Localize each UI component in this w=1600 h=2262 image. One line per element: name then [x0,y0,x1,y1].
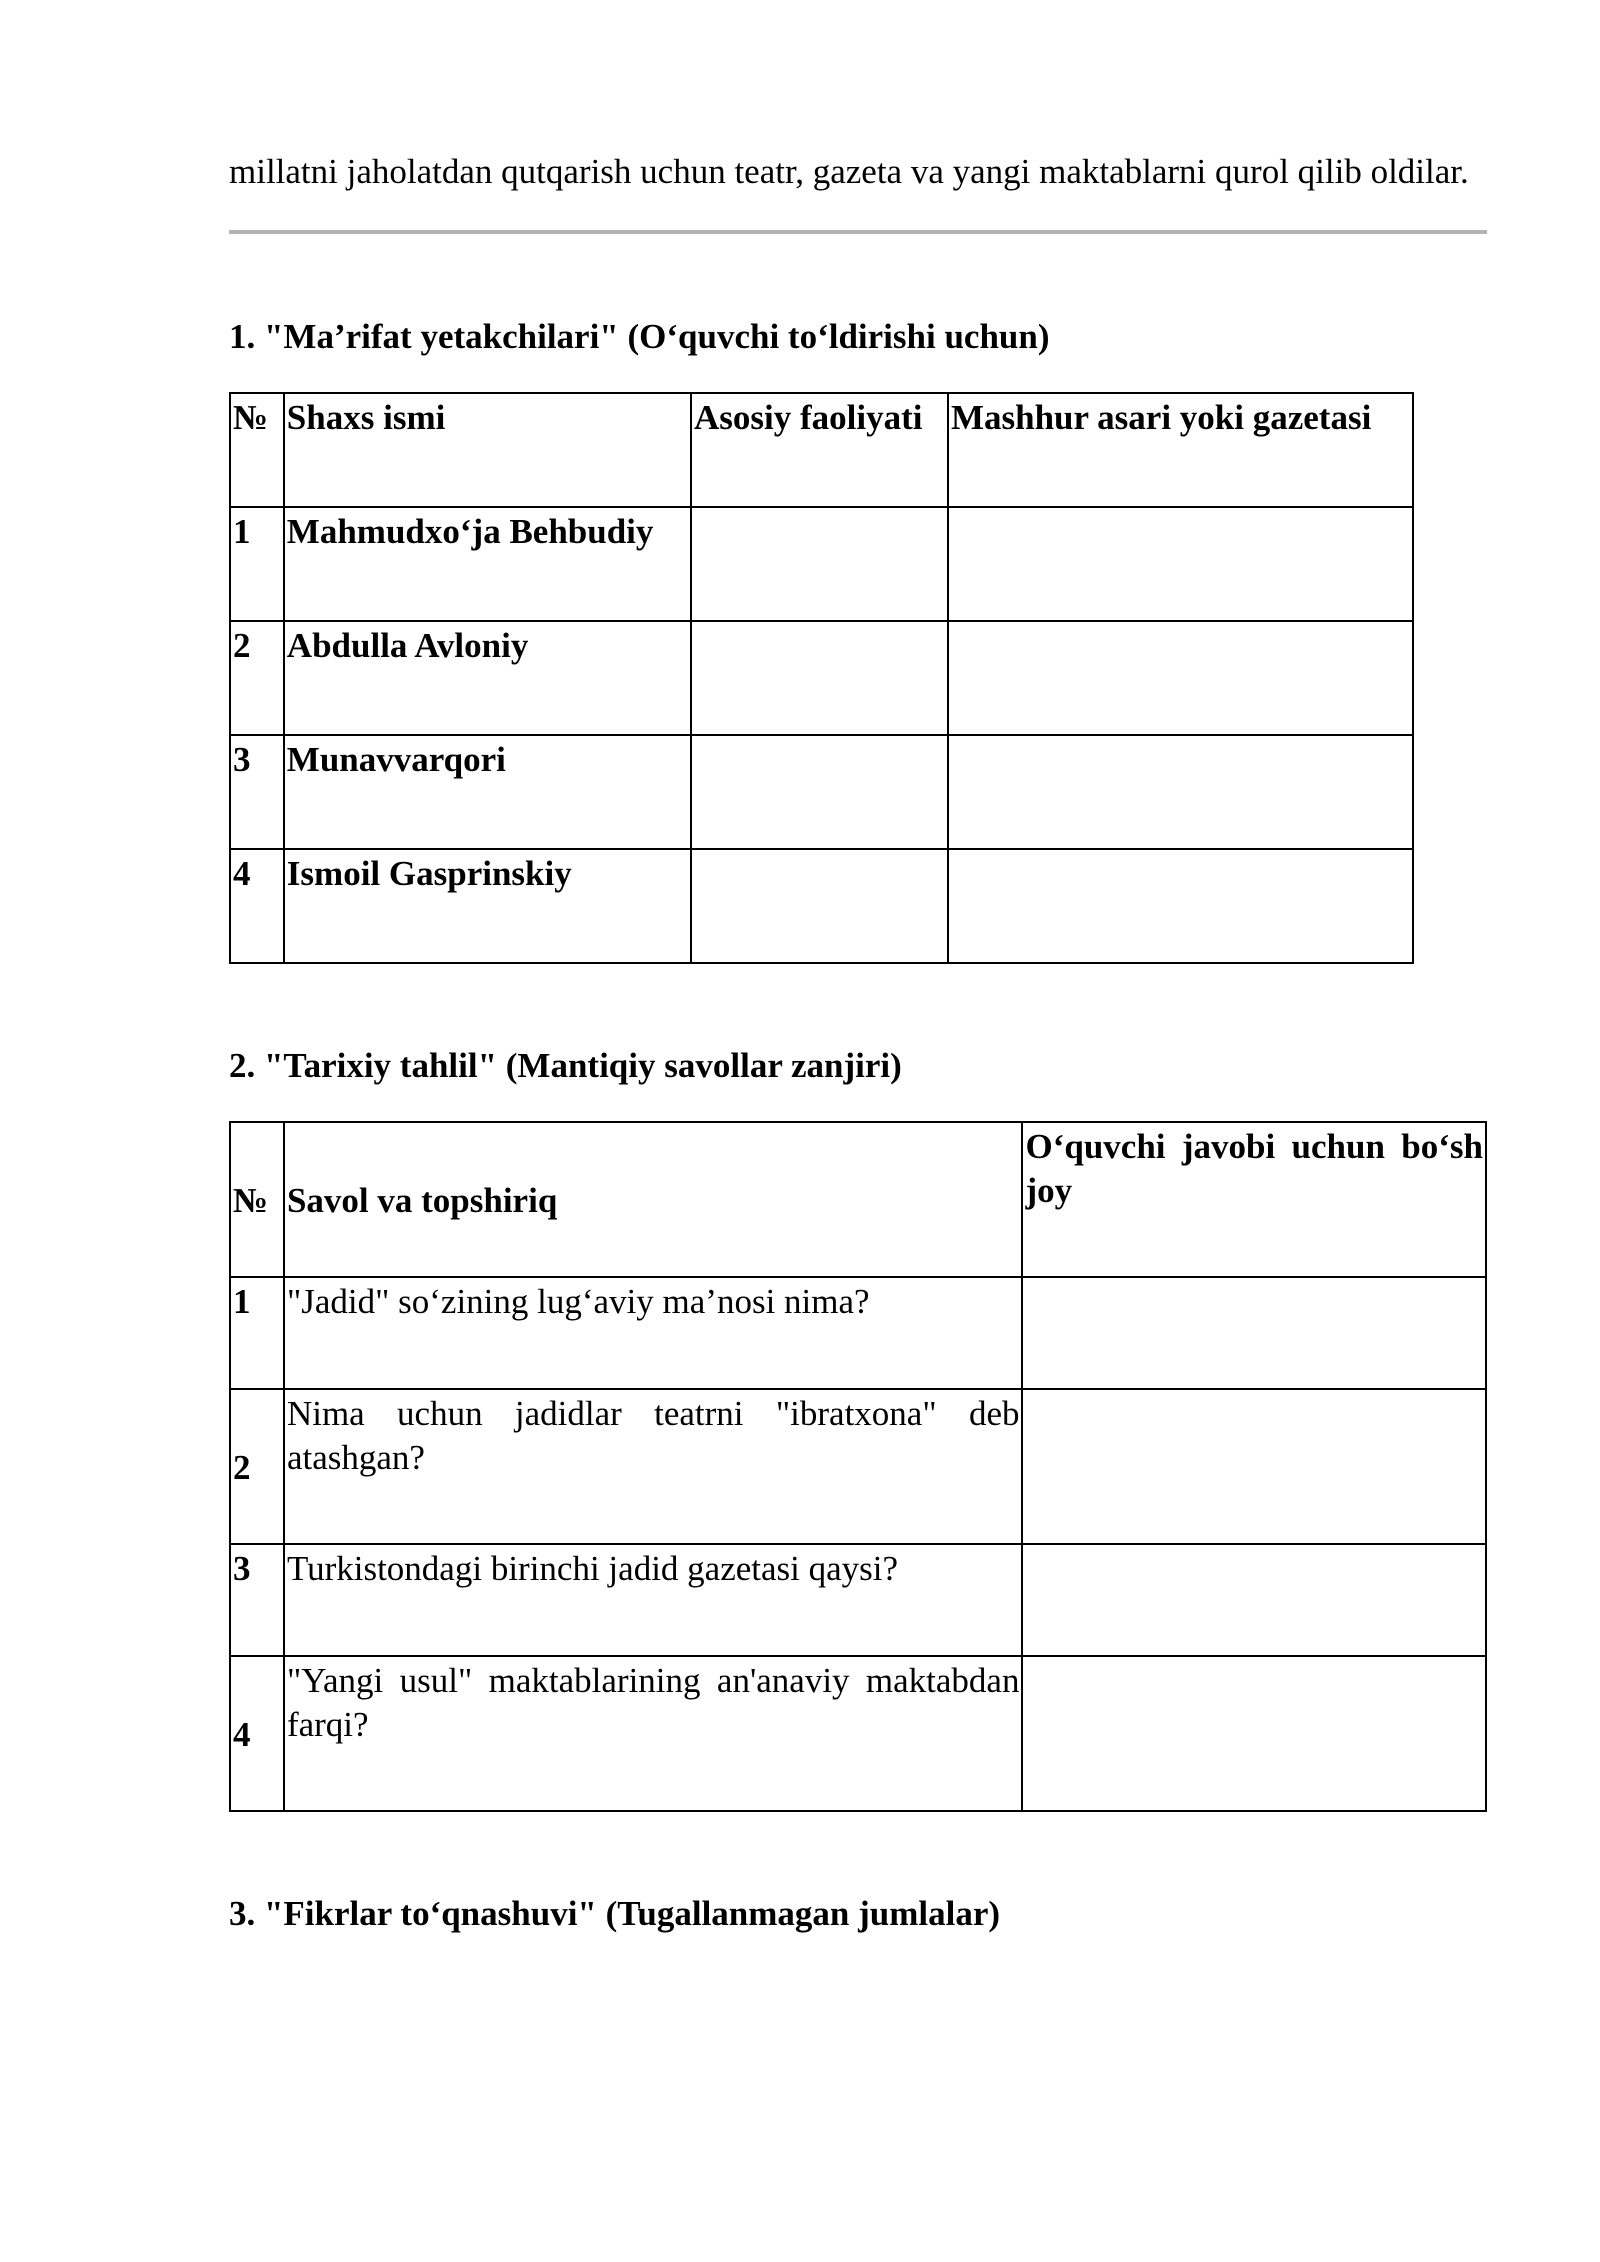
work-cell[interactable] [948,621,1413,735]
header-activity: Asosiy faoliyati [691,393,948,507]
header-answer: O‘quvchi javobi uchun bo‘sh joy [1022,1122,1486,1277]
header-number: № [230,1122,284,1277]
analysis-table [229,1121,1487,1812]
table-row [230,1544,1486,1656]
header-number: № [230,393,284,507]
question-text: Turkistondagi birinchi jadid gazetasi qaysi? [284,1544,1023,1656]
table-row [230,507,1413,621]
row-number: 3 [230,735,284,849]
question-text: "Yangi usul" maktablarining an'anaviy maktabdan farqi? [284,1656,1023,1811]
table-header-row [230,393,1413,507]
section3-heading: 3. "Fikrlar to‘qnashuvi" (Tugallanmagan jumlalar) [229,1894,1001,1933]
row-number: 2 [230,621,284,735]
horizontal-divider [229,230,1487,234]
table-header-row [230,1122,1486,1277]
answer-cell[interactable] [1022,1544,1486,1656]
row-number: 4 [230,1656,284,1811]
section1-heading: 1. "Ma’rifat yetakchilari" (O‘quvchi to‘ldirishi uchun) [229,317,1050,356]
answer-cell[interactable] [1022,1277,1486,1389]
row-number: 1 [230,507,284,621]
leader-name: Ismoil Gasprinskiy [284,849,691,963]
answer-cell[interactable] [1022,1389,1486,1544]
activity-cell[interactable] [691,621,948,735]
row-number: 1 [230,1277,284,1389]
table-row [230,1389,1486,1544]
table-row [230,621,1413,735]
table-row [230,1656,1486,1811]
answer-cell[interactable] [1022,1656,1486,1811]
row-number: 4 [230,849,284,963]
activity-cell[interactable] [691,735,948,849]
work-cell[interactable] [948,507,1413,621]
question-text: "Jadid" so‘zining lug‘aviy ma’nosi nima? [284,1277,1023,1389]
work-cell[interactable] [948,849,1413,963]
question-text: Nima uchun jadidlar teatrni "ibratxona" deb atashgan? [284,1389,1023,1544]
leader-name: Mahmudxo‘ja Behbudiy [284,507,691,621]
intro-paragraph: millatni jaholatdan qutqarish uchun teatr, gazeta va yangi maktablarni qurol qilib oldilar. [229,152,1469,191]
header-name: Shaxs ismi [284,393,691,507]
header-question: Savol va topshiriq [284,1122,1023,1277]
activity-cell[interactable] [691,849,948,963]
leaders-table [229,392,1414,964]
work-cell[interactable] [948,735,1413,849]
document-page [229,150,1487,1936]
row-number: 2 [230,1389,284,1544]
activity-cell[interactable] [691,507,948,621]
table-row [230,849,1413,963]
section2-heading: 2. "Tarixiy tahlil" (Mantiqiy savollar zanjiri) [229,1046,902,1085]
leader-name: Munavvarqori [284,735,691,849]
header-work: Mashhur asari yoki gazetasi [948,393,1413,507]
row-number: 3 [230,1544,284,1656]
leader-name: Abdulla Avloniy [284,621,691,735]
table-row [230,1277,1486,1389]
table-row [230,735,1413,849]
